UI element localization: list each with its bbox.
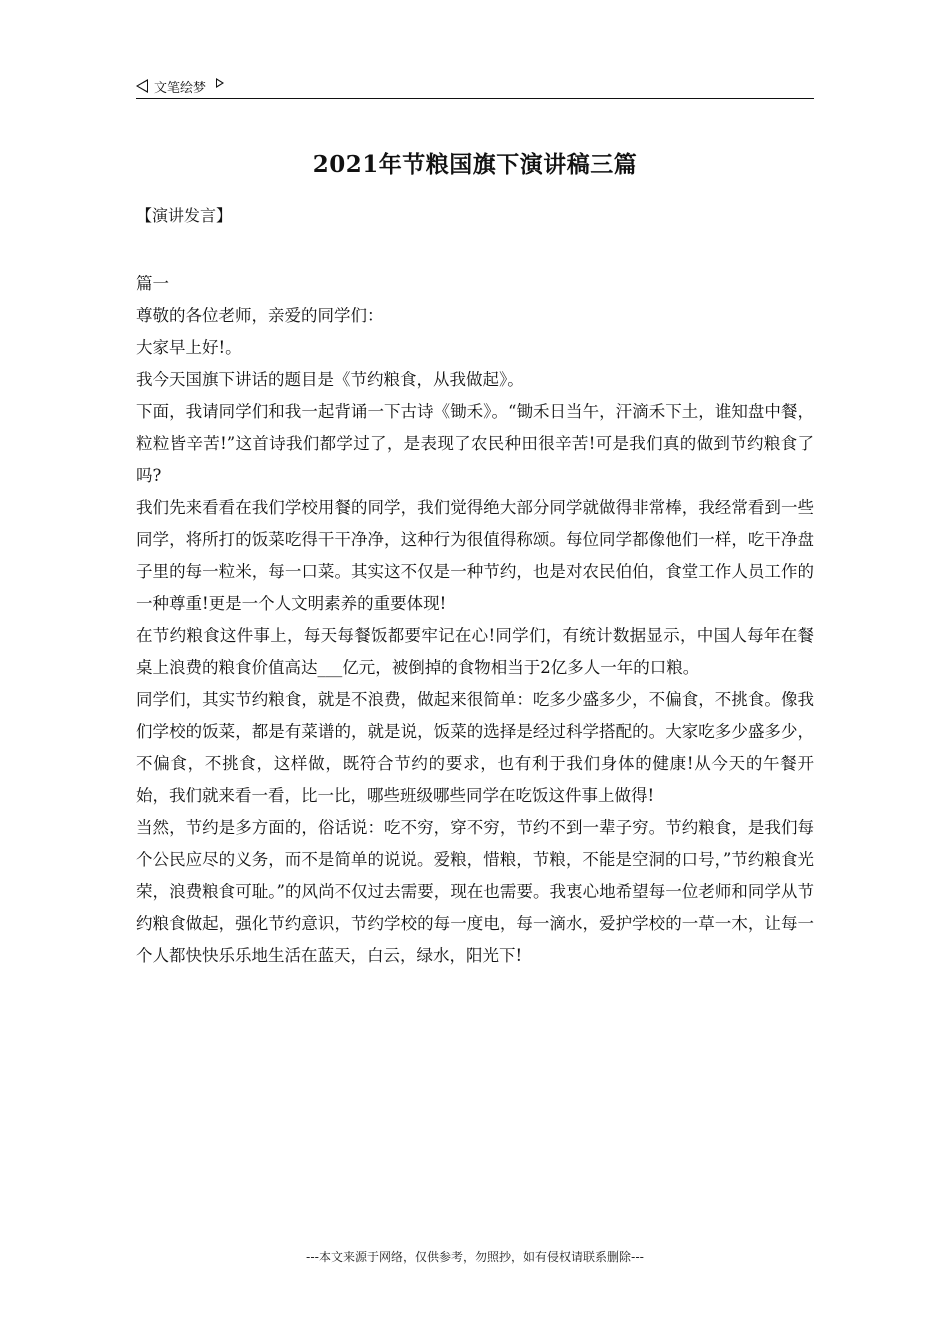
paragraph: 尊敬的各位老师，亲爱的同学们： (136, 306, 384, 325)
triangle-left-icon (136, 79, 148, 93)
paragraph: 我今天国旗下讲话的题目是《节约粮食，从我做起》。 (136, 370, 524, 389)
paragraph: 在节约粮食这件事上，每天每餐饭都要牢记在心!同学们，有统计数据显示，中国人每年在餐桌上浪费的粮食价值高达___亿元，被倒掉的食物相当于2亿多人一年的口粮。 (136, 626, 814, 677)
document-body (136, 268, 814, 972)
brand-label: 文笔绘梦 (154, 80, 207, 96)
triangle-right-icon (216, 78, 224, 88)
paragraph: 下面，我请同学们和我一起背诵一下古诗《锄禾》。“锄禾日当午，汗滴禾下土，谁知盘中餐，粒粒皆辛苦!”这首诗我们都学过了，是表现了农民种田很辛苦!可是我们真的做到节约粮食了吗? (136, 402, 814, 485)
paragraph: 大家早上好!。 (136, 338, 242, 357)
paragraph: 同学们，其实节约粮食，就是不浪费，做起来很简单：吃多少盛多少，不偏食，不挑食。像我们学校的饭菜，都是有菜谱的，就是说，饭菜的选择是经过科学搭配的。大家吃多少盛多少，不偏食，不挑食，这样做，既符合节约的要求，也有利于我们身体的健康!从今天的午餐开始，我们就来看一看，比一比，哪些班级哪些同学在吃饭这件事上做得! (136, 690, 814, 805)
page-header (136, 74, 814, 98)
paragraph: 篇一 (136, 274, 169, 293)
source-disclaimer: ---本文来源于网络，仅供参考，勿照抄，如有侵权请联系删除--- (306, 1250, 644, 1264)
document-title: 2021年节粮国旗下演讲稿三篇 (312, 151, 638, 178)
paragraph: 当然，节约是多方面的，俗话说：吃不穷，穿不穷，节约不到一辈子穷。节约粮食，是我们每个公民应尽的义务，而不是简单的说说。爱粮，惜粮，节粮，不能是空洞的口号，”节约粮食光荣，浪费粮食可耻。”的风尚不仅过去需要，现在也需要。我衷心地希望每一位老师和同学从节约粮食做起，强化节约意识，节约学校的每一度电，每一滴水，爱护学校的一草一木，让每一个人都快快乐乐地生活在蓝天，白云，绿水，阳光下! (136, 818, 814, 965)
category-label: 【演讲发言】 (136, 206, 233, 225)
paragraph: 我们先来看看在我们学校用餐的同学，我们觉得绝大部分同学就做得非常棒，我经常看到一些同学，将所打的饭菜吃得干干净净，这种行为很值得称颂。每位同学都像他们一样，吃干净盘子里的每一粒米，每一口菜。其实这不仅是一种节约，也是对农民伯伯，食堂工作人员工作的一种尊重!更是一个人文明素养的重要体现! (136, 498, 814, 613)
header-divider (136, 98, 814, 99)
